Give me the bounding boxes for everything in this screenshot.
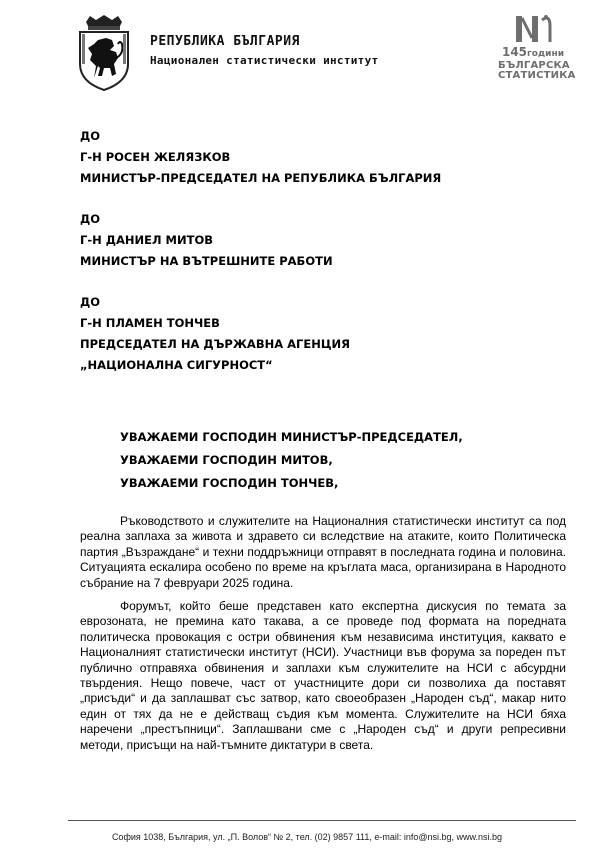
footer-divider — [68, 820, 576, 821]
addressee-name: Г-Н ДАНИЕЛ МИТОВ — [80, 233, 213, 247]
addressee-name: Г-Н РОСЕН ЖЕЛЯЗКОВ — [80, 150, 231, 164]
addressee-to: ДО — [80, 295, 101, 309]
addressee-position: МИНИСТЪР НА ВЪТРЕШНИТЕ РАБОТИ — [80, 254, 333, 268]
letterhead — [0, 0, 614, 100]
addressee-block — [80, 209, 441, 272]
salutation-line: УВАЖАЕМИ ГОСПОДИН МИНИСТЪР-ПРЕДСЕДАТЕЛ, — [120, 430, 463, 444]
country-name: РЕПУБЛИКА БЪЛГАРИЯ — [150, 34, 300, 49]
institute-name: Национален статистически институт — [150, 54, 379, 67]
nsi-logo-icon — [513, 12, 553, 44]
letter-body — [80, 514, 566, 761]
logo-word-1: БЪЛГАРСКА — [498, 60, 570, 71]
anniversary-number: 145години — [501, 45, 565, 59]
footer-contact: София 1038, България, ул. „П. Волов“ № 2, тел. (02) 9857 111, e-mail: info@nsi.bg, www.nsi.bg — [111, 832, 503, 842]
nsi-145-logo — [498, 12, 576, 98]
addressee-position: „НАЦИОНАЛНА СИГУРНОСТ“ — [80, 358, 273, 372]
salutation-line: УВАЖАЕМИ ГОСПОДИН МИТОВ, — [120, 453, 333, 467]
addressee-block — [80, 126, 441, 189]
body-paragraph: Ръководството и служителите на Националния статистически институт са под реална заплаха за живота и здравето си вследствие на атаките, които Политическа партия „Възраждане“ и техни поддръжници отправят в последната година и половина. Ситуацията ескалира особено по време на кръглата маса, организирана в Народното събрание на 7 февруари 2025 година. — [80, 514, 566, 590]
body-paragraph: Форумът, който беше представен като експертна дискусия по темата за еврозоната, не премина като такава, а се проведе под формата на поредната политическа провокация с остри обвинения към независима институция, каквато е Националният статистически институт (НСИ). Участници във форума за пореден път публично отправяха обвинения и заплахи към служителите на НСИ с абсурдни твърдения. Нещо повече, част от участниците дори си позволиха да поставят „присъди“ и да заплашват със затвор, като своеобразен „Народен съд“, макар нито един от тях да не е действащ съдия към момента. Служителите на НСИ бяха наречени „престъпници“. Заплашвани сме с „Народен съд“ и други репресивни методи, присъщи на най-тъмните диктатури в света. — [80, 599, 566, 752]
lion-coat-of-arms-icon — [72, 14, 136, 92]
logo-word-2: СТАТИСТИКА — [498, 70, 576, 81]
salutation-line: УВАЖАЕМИ ГОСПОДИН ТОНЧЕВ, — [120, 476, 339, 490]
addressee-to: ДО — [80, 129, 101, 143]
addressee-block — [80, 292, 441, 376]
addressees — [80, 126, 441, 396]
addressee-name: Г-Н ПЛАМЕН ТОНЧЕВ — [80, 316, 220, 330]
addressee-to: ДО — [80, 212, 101, 226]
addressee-position: ПРЕДСЕДАТЕЛ НА ДЪРЖАВНА АГЕНЦИЯ — [80, 337, 350, 351]
addressee-position: МИНИСТЪР-ПРЕДСЕДАТЕЛ НА РЕПУБЛИКА БЪЛГАРИЯ — [80, 171, 442, 185]
salutation — [120, 426, 463, 495]
letterhead-text — [150, 34, 378, 67]
